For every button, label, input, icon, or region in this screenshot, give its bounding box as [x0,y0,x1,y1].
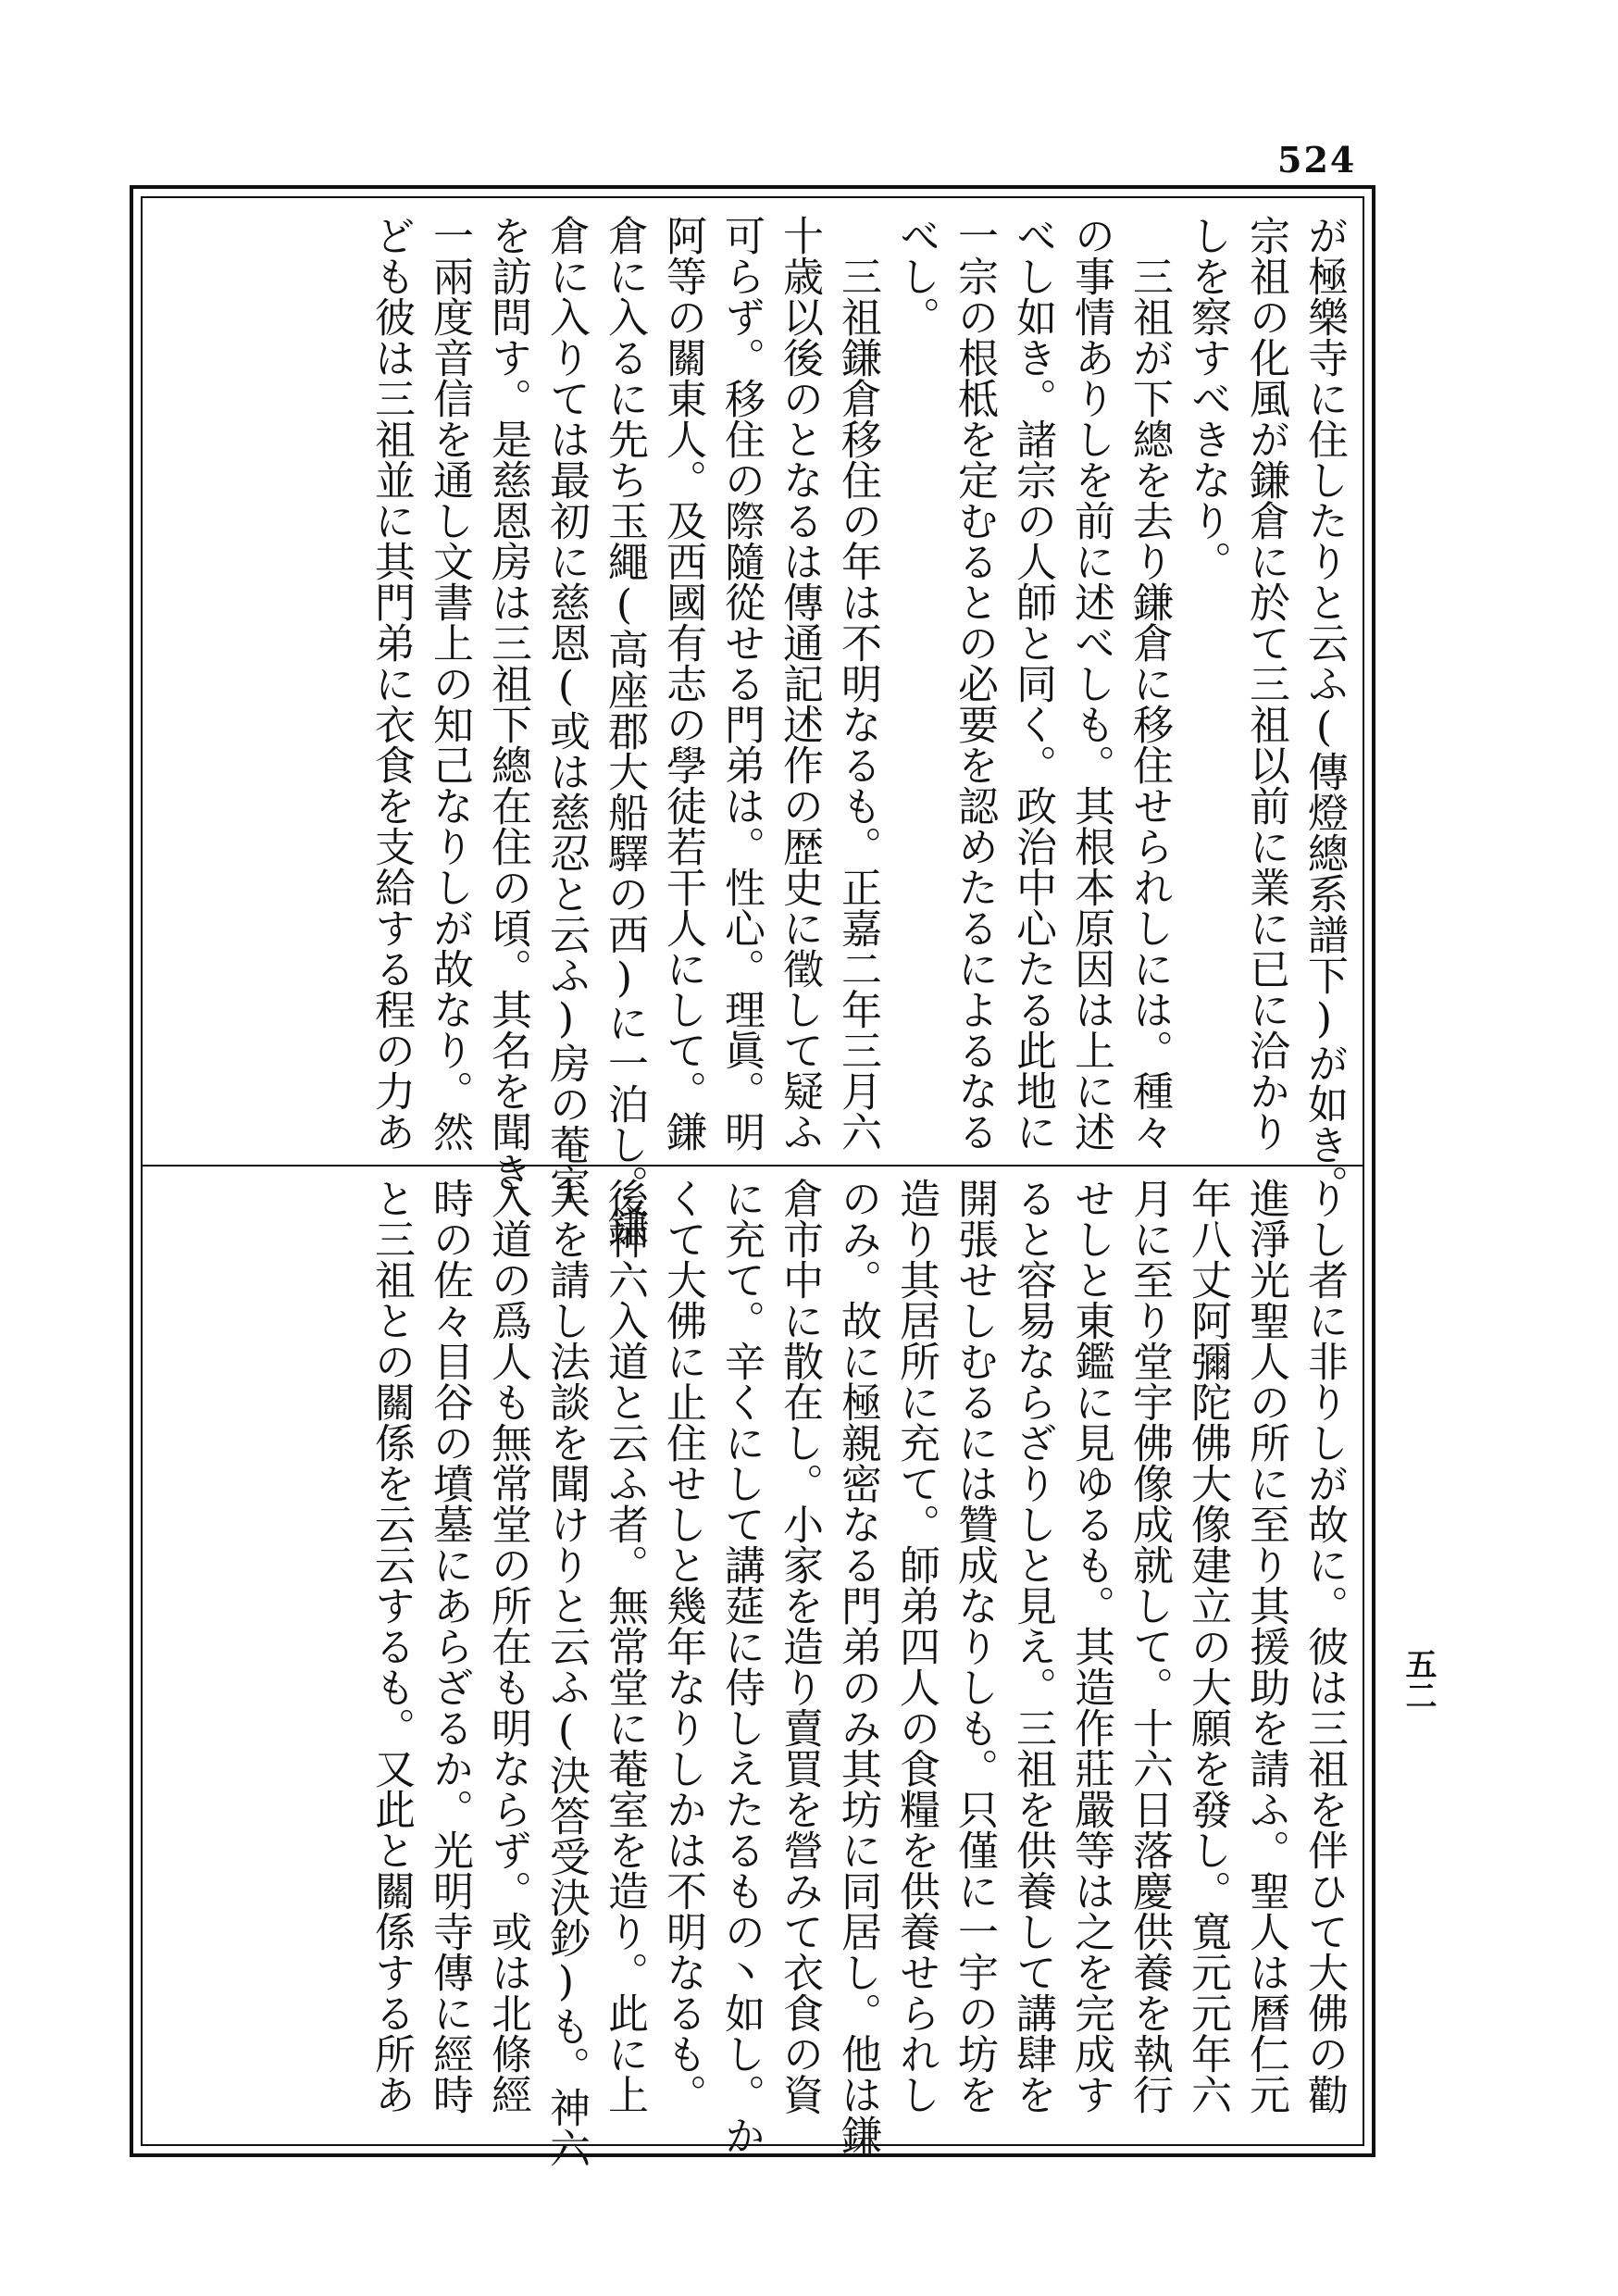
text-line: が極樂寺に住したりと云ふ(傳燈總系譜下)が如き。 [1301,215,1348,1205]
text-line: を訪問す。是慈恩房は三祖下總在住の頃。其名を聞き [484,215,531,1192]
text-line: 一兩度音信を通し文書上の知己なりしが故なり。然 [426,215,473,1152]
text-line: 可らず。移住の際隨從せる門弟は。性心。理眞。明 [717,215,765,1152]
text-line: 倉に入りては最初に慈恩(或は慈忍と云ふ)房の菴室 [542,215,590,1205]
text-line: と三祖との關係を云云するも。又此と關係する所あ [367,1178,415,2115]
text-line: 月に至り堂宇佛像成就して。十六日落慶供養を執行 [1126,1178,1173,2115]
text-line: 造り其居所に充て。師弟四人の食糧を供養せられし [892,1178,940,2115]
text-line: 宗祖の化風が鎌倉に於て三祖以前に業に已に洽かり [1242,215,1289,1152]
text-line: 年八丈阿彌陀佛大像建立の大願を發し。寬元元年六 [1184,1178,1231,2115]
text-line: しを察すべきなり。 [1184,215,1231,581]
text-line: 後神六入道と云ふ者。無常堂に菴室を造り。此に上 [601,1178,648,2115]
text-line: 倉に入るに先ち玉繩(高座郡大船驛の西)に一泊し。鎌 [601,215,648,1246]
text-line: りし者に非りしが故に。彼は三祖を伴ひて大佛の勸 [1301,1178,1348,2115]
text-line: に充て。辛くにして講莚に侍しえたるもの丶如し。か [717,1178,765,2155]
text-line: 時の佐々目谷の墳墓にあらざるか。光明寺傳に經時 [426,1178,473,2115]
text-line: 進淨光聖人の所に至り其援助を請ふ。聖人は曆仁元 [1242,1178,1289,2115]
text-line: ども彼は三祖並に其門弟に衣食を支給する程の力あ [367,215,415,1152]
text-line: 人を請し法談を聞けりと云ふ(決答受決鈔)も。神六 [542,1178,590,2168]
text-line: 三祖が下總を去り鎌倉に移住せられしには。種々 [1126,215,1173,1152]
middle-divider [141,1165,1364,1167]
text-line: 入道の爲人も無常堂の所在も明ならず。或は北條經 [484,1178,531,2115]
text-line: 一宗の根柢を定むるとの必要を認めたるによるなる [951,215,998,1152]
text-line: べし如き。諸宗の人師と同く。政治中心たる此地に [1009,215,1056,1152]
side-page-numeral: 五二 [1400,1648,1437,1711]
text-line: ると容易ならざりしと見え。三祖を供養して講肆を [1009,1178,1056,2115]
lower-text-block [159,1178,1353,2168]
text-line: 阿等の關東人。及西國有志の學徒若干人にして。鎌 [659,215,706,1152]
text-line: せしと東鑑に見ゆるも。其造作莊嚴等は之を完成す [1067,1178,1114,2115]
text-line: 倉市中に散在し。小家を造り賣買を營みて衣食の資 [776,1178,823,2115]
text-line: べし。 [892,215,940,337]
text-line: の事情ありしを前に述べしも。其根本原因は上に述 [1067,215,1114,1152]
page-number: 524 [1277,139,1357,181]
text-line: のみ。故に極親密なる門弟のみ其坊に同居し。他は鎌 [834,1178,881,2155]
text-line: 三祖鎌倉移住の年は不明なるも。正嘉二年三月六 [834,215,881,1152]
upper-text-block [159,215,1353,1246]
text-line: くて大佛に止住せしと幾年なりしかは不明なるも。 [659,1178,706,2115]
text-line: 十歳以後のとなるは傳通記述作の歴史に徵して疑ふ [776,215,823,1152]
text-line: 開張せしむるには贊成なりしも。只僅に一宇の坊を [951,1178,998,2115]
